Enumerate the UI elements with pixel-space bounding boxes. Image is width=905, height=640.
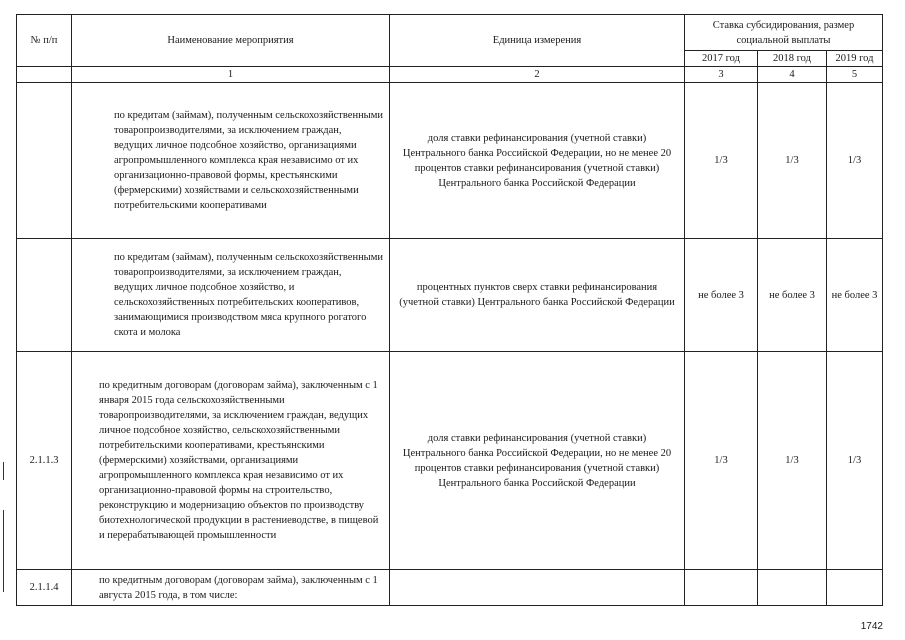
row-num bbox=[17, 83, 72, 239]
row-num: 2.1.1.3 bbox=[17, 352, 72, 570]
row-name: по кредитам (займам), полученным сельскохозяйственными товаропроизводителями, за исключением граждан, ведущих личное подсобное хозяйство, организациями агропромышленного комплекса края независимо от их организационно-правовой формы, крестьянскими (фермерскими) хозяйствами и сельскохозяйственными потребительскими кооперативами bbox=[72, 83, 390, 239]
column-index-row bbox=[17, 67, 883, 83]
margin-mark bbox=[3, 510, 4, 592]
row-value-2019: не более 3 bbox=[827, 239, 883, 352]
row-value-2019 bbox=[827, 570, 883, 606]
row-unit bbox=[390, 570, 685, 606]
header-rate: Ставка субсидирования, размер социальной выплаты bbox=[685, 15, 883, 51]
row-value-2018: 1/3 bbox=[758, 83, 827, 239]
row-value-2017: 1/3 bbox=[685, 83, 758, 239]
row-value-2017: 1/3 bbox=[685, 352, 758, 570]
subsidy-table bbox=[16, 14, 883, 606]
row-value-2017: не более 3 bbox=[685, 239, 758, 352]
header-num: № п/п bbox=[17, 15, 72, 67]
index-cell: 3 bbox=[685, 67, 758, 83]
row-name: по кредитным договорам (договорам займа), заключенным с 1 января 2015 года сельскохозяйственными товаропроизводителями, за исключением граждан, ведущих личное подсобное хозяйство, сельскохозяйственными потребительскими кооперативами, крестьянскими (фермерскими) хозяйствами, организациями агропромышленного комплекса края независимо от их организационно-правовой формы на строительство, реконструкцию и модернизацию объектов по производству биотехнологической продукции в растениеводстве, в пищевой и перерабатывающей промышленности bbox=[72, 352, 390, 570]
row-value-2018: не более 3 bbox=[758, 239, 827, 352]
row-name: по кредитам (займам), полученным сельскохозяйственными товаропроизводителями, за исключением граждан, ведущих личное подсобное хозяйство, и сельскохозяйственных потребительских кооперативов, занимающимися производством мяса крупного рогатого скота и молока bbox=[72, 239, 390, 352]
header-year-2019: 2019 год bbox=[827, 51, 883, 67]
index-cell: 4 bbox=[758, 67, 827, 83]
index-cell: 1 bbox=[72, 67, 390, 83]
margin-mark bbox=[3, 462, 4, 480]
index-cell: 5 bbox=[827, 67, 883, 83]
header-unit: Единица измерения bbox=[390, 15, 685, 67]
row-value-2019: 1/3 bbox=[827, 83, 883, 239]
row-value-2018: 1/3 bbox=[758, 352, 827, 570]
row-num bbox=[17, 239, 72, 352]
header-year-2017: 2017 год bbox=[685, 51, 758, 67]
page-number: 1742 bbox=[860, 621, 883, 632]
table-row bbox=[17, 239, 883, 352]
row-unit: процентных пунктов сверх ставки рефинансирования (учетной ставки) Центрального банка Российской Федерации bbox=[390, 239, 685, 352]
row-unit: доля ставки рефинансирования (учетной ставки) Центрального банка Российской Федерации, но не менее 20 процентов ставки рефинансирования (учетной ставки) Центрального банка Российской Федерации bbox=[390, 83, 685, 239]
header-row bbox=[17, 15, 883, 51]
header-name: Наименование мероприятия bbox=[72, 15, 390, 67]
row-value-2018 bbox=[758, 570, 827, 606]
row-num: 2.1.1.4 bbox=[17, 570, 72, 606]
index-cell: 2 bbox=[390, 67, 685, 83]
table-row bbox=[17, 570, 883, 606]
row-value-2019: 1/3 bbox=[827, 352, 883, 570]
table-row bbox=[17, 83, 883, 239]
row-unit: доля ставки рефинансирования (учетной ставки) Центрального банка Российской Федерации, но не менее 20 процентов ставки рефинансирования (учетной ставки) Центрального банка Российской Федерации bbox=[390, 352, 685, 570]
header-year-2018: 2018 год bbox=[758, 51, 827, 67]
row-value-2017 bbox=[685, 570, 758, 606]
row-name: по кредитным договорам (договорам займа), заключенным с 1 августа 2015 года, в том числе: bbox=[72, 570, 390, 606]
table-row bbox=[17, 352, 883, 570]
